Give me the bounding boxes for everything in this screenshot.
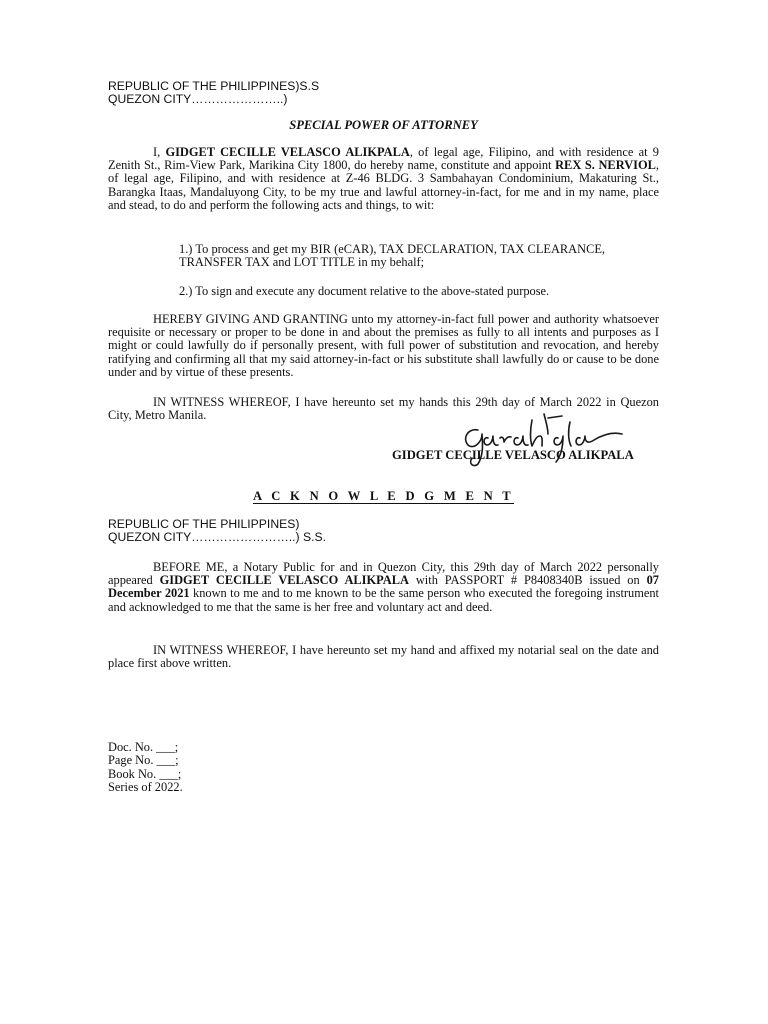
acknowledgment-title: A C K N O W L E D G M E N T	[253, 489, 514, 503]
acknowledgment-venue-line-1: REPUBLIC OF THE PHILIPPINES)	[108, 517, 300, 531]
notarial-register	[108, 741, 308, 795]
acknowledgment-paragraph: BEFORE ME, a Notary Public for and in Quezon City, this 29th day of March 2022 personally appeared GIDGET CECILLE VELASCO ALIKPALA with PASSPORT # P8408340B issued on 07 December 2021 known to me and to me known to be the same person who executed the foregoing instrument and acknowledged to me that the same is her free and voluntary act and deed.	[108, 560, 659, 614]
agent-name: REX S. NERVIOL	[555, 158, 656, 173]
acknowledgment-witness-paragraph: IN WITNESS WHEREOF, I have hereunto set my hand and affixed my notarial seal on the date and place first above written.	[108, 643, 659, 671]
passport-issue-date: 07 December 2021	[108, 573, 659, 601]
venue-header	[108, 80, 659, 106]
intro-paragraph: I, GIDGET CECILLE VELASCO ALIKPALA, of legal age, Filipino, and with residence at 9 Zenith St., Rim-View Park, Marikina City 1800, do hereby name, constitute and appoint REX S. NERVIOL, of legal age, Filipino, and with residence at Z-46 BLDG. 3 Sambahayan Condominium, Makaturing St., Barangka Itaas, Mandaluyong City, to be my true and lawful attorney-in-fact, for me and in my name, place and stead, to do and perform the following acts and things, to wit:	[108, 145, 659, 212]
venue-line-1: REPUBLIC OF THE PHILIPPINES)S.S	[108, 79, 320, 93]
signatory-name: GIDGET CECILLE VELASCO ALIKPALA	[392, 448, 634, 462]
witness-paragraph: IN WITNESS WHEREOF, I have hereunto set my hands this 29th day of March 2022 in Quezon City, Metro Manila.	[108, 395, 659, 423]
principal-name: GIDGET CECILLE VELASCO ALIKPALA	[165, 145, 410, 159]
page-number: Page No. ___;	[108, 753, 179, 768]
doc-number: Doc. No. ___;	[108, 740, 179, 754]
granting-paragraph: HEREBY GIVING AND GRANTING unto my attorney-in-fact full power and authority whatsoever requisite or necessary or proper to be done in and about the premises as fully to all intents and purposes as I might or could lawfully do if personally present, with full power of substitution and revocation, and hereby ratifying and confirming all that my said attorney-in-fact or his substitute shall lawfully do or cause to be done under and by virtue of these presents.	[108, 312, 659, 379]
book-number: Book No. ___;	[108, 766, 182, 781]
series-year: Series of 2022.	[108, 780, 183, 795]
acknowledgment-venue-line-2: QUEZON CITY……………………..) S.S.	[108, 530, 327, 545]
document-title: SPECIAL POWER OF ATTORNEY	[289, 118, 478, 132]
acknowledgment-venue	[108, 518, 659, 544]
list-item: 2.) To sign and execute any document relative to the above-stated purpose.	[179, 284, 550, 298]
appearing-person-name: GIDGET CECILLE VELASCO ALIKPALA	[159, 573, 409, 588]
list-item: 1.) To process and get my BIR (eCAR), TAX DECLARATION, TAX CLEARANCE, TRANSFER TAX and LOT TITLE in my behalf;	[179, 242, 605, 270]
venue-line-2: QUEZON CITY…………………..)	[108, 92, 288, 107]
